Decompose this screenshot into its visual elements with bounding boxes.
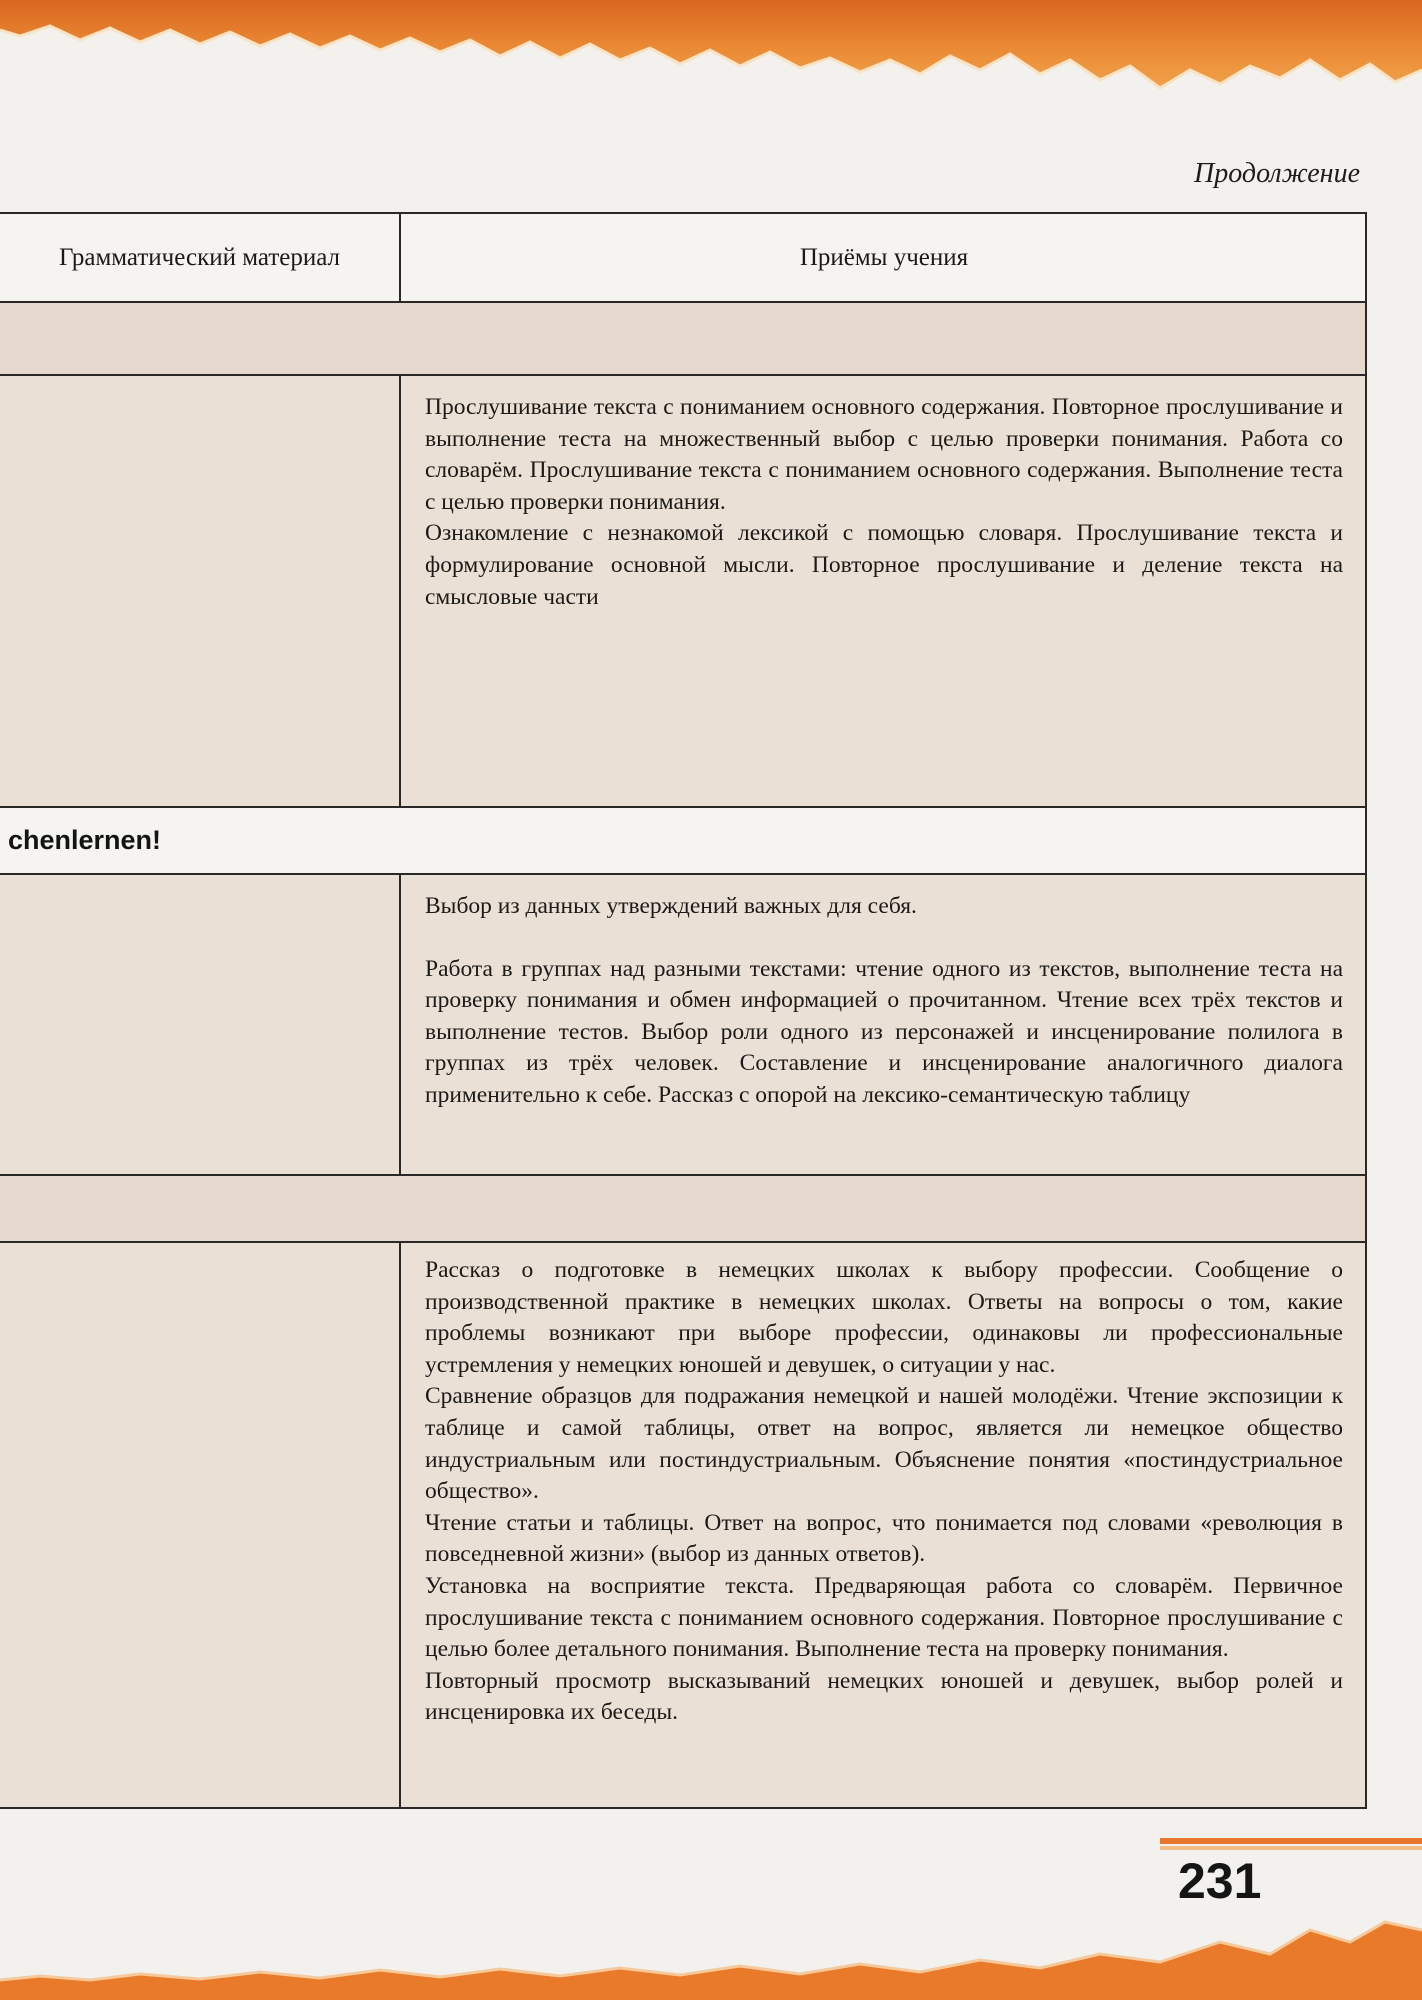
techniques-paragraph: Ознакомление с незнакомой лексикой с помощью словаря. Прослушивание текста и формулирование основной мысли. Повторное прослушивание и деление текста на смысловые части <box>425 520 1343 610</box>
techniques-cell <box>425 891 1343 1112</box>
page-number: 231 <box>1178 1853 1262 1909</box>
table-row <box>0 875 1367 1176</box>
techniques-cell <box>425 392 1343 613</box>
table-header-row <box>0 212 1367 303</box>
lesson-plan-table <box>0 212 1367 1809</box>
section-title: chenlernen! <box>8 825 162 855</box>
techniques-paragraph: Выбор из данных утверждений важных для себя. <box>425 893 917 919</box>
techniques-cell <box>425 1255 1343 1729</box>
techniques-paragraph: Установка на восприятие текста. Предваряющая работа со словарём. Первичное прослушивание текста с пониманием основного содержания. Повторное прослушивание с целью более детального понимания. Выполнение теста на проверку понимания. <box>425 1572 1343 1663</box>
column-header-techniques: Приёмы учения <box>799 243 969 271</box>
table-row <box>0 376 1367 808</box>
techniques-paragraph: Чтение статьи и таблицы. Ответ на вопрос, что понимается под словами «революция в повседневной жизни» (выбор из данных ответов). <box>425 1509 1343 1568</box>
table-band-row <box>0 303 1367 376</box>
torn-paper-banner <box>0 0 1422 110</box>
table-band-row <box>0 1176 1367 1243</box>
techniques-paragraph: Повторный просмотр высказываний немецких юношей и девушек, выбор ролей и инсценировка их беседы. <box>425 1667 1343 1726</box>
techniques-paragraph: Рассказ о подготовке в немецких школах к выбору профессии. Сообщение о производственной практике в немецких школах. Ответы на вопросы о том, какие проблемы возникают при выборе профессии, одинаковы ли профессиональные устремления у немецких юношей и девушек, о ситуации у нас. <box>425 1257 1343 1378</box>
section-heading-row <box>0 808 1367 875</box>
table-row <box>0 1243 1367 1809</box>
techniques-paragraph: Прослушивание текста с пониманием основного содержания. Повторное прослушивание и выполнение теста на множественный выбор с целью проверки понимания. Работа со словарём. Прослушивание текста с пониманием основного содержания. Выполнение теста с целью проверки понимания. <box>425 394 1343 515</box>
continuation-label: Продолжение <box>1194 158 1360 189</box>
techniques-paragraph: Работа в группах над разными текстами: чтение одного из текстов, выполнение теста на проверку понимания и обмен информацией о прочитанном. Чтение всех трёх текстов и выполнение тестов. Выбор роли одного из персонажей и инсценирование полилога в группах из трёх человек. Составление и инсценирование аналогичного диалога применительно к себе. Рассказ с опорой на лексико-семантическую таблицу <box>425 955 1343 1108</box>
techniques-paragraph: Сравнение образцов для подражания немецкой и нашей молодёжи. Чтение экспозиции к таблице и самой таблицы, ответ на вопрос, является ли немецкое общество индустриальным или постиндустриальным. Объяснение понятия «постиндустриальное общество». <box>425 1383 1343 1505</box>
column-header-grammar: Грамматический материал <box>58 243 341 271</box>
